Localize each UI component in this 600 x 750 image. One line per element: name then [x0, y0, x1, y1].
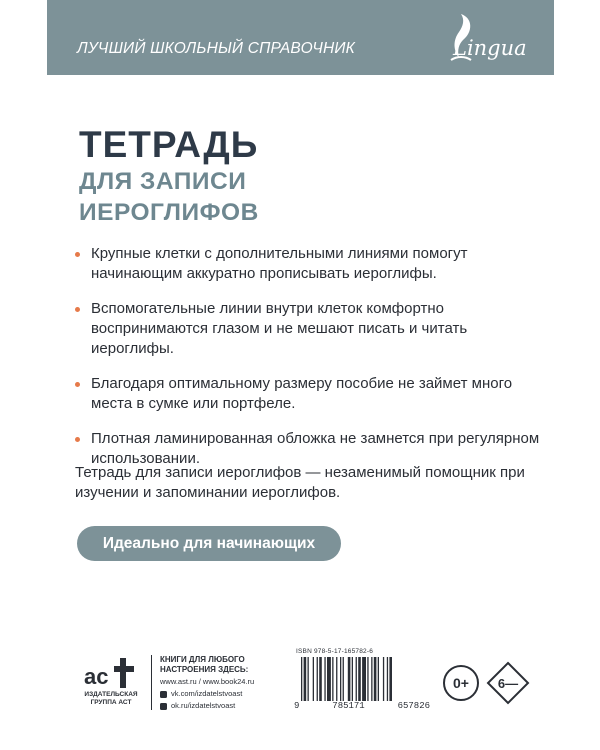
- barcode-bar: [383, 657, 384, 701]
- series-title: ЛУЧШИЙ ШКОЛЬНЫЙ СПРАВОЧНИК: [77, 40, 356, 57]
- age-rating-badge: 0+: [443, 665, 479, 701]
- barcode-bar: [313, 657, 314, 701]
- bullet-dot: [75, 382, 80, 387]
- bullet-dot: [75, 307, 80, 312]
- barcode-bar: [317, 657, 318, 701]
- barcode-bar: [387, 657, 388, 701]
- website-link[interactable]: www.ast.ru / www.book24.ru: [160, 677, 255, 686]
- barcode-bar: [348, 657, 351, 701]
- publisher-links: [160, 676, 300, 712]
- size-badge: 6—: [486, 661, 530, 705]
- barcode-bar: [308, 657, 309, 701]
- barcode-bar: [304, 657, 307, 701]
- barcode: [299, 657, 430, 701]
- svg-text:ас: ас: [84, 664, 109, 689]
- ok-icon: [160, 703, 167, 710]
- barcode-bar: [362, 657, 366, 701]
- barcode-bar: [324, 657, 325, 701]
- barcode-bar: [352, 657, 353, 701]
- summary-text: Тетрадь для записи иероглифов — незаменимый помощник при изучении и запоминании иероглифов.: [75, 464, 525, 501]
- barcode-digits: 9 785171 657826: [294, 701, 430, 711]
- barcode-bar: [301, 657, 302, 701]
- isbn-text: ISBN 978-5-17-165782-6: [296, 648, 374, 655]
- logo-wordmark: Lingua: [453, 36, 527, 60]
- list-item: Плотная ламинированная обложка не замнется при регулярном использовании.: [75, 429, 545, 469]
- barcode-bar: [327, 657, 331, 701]
- beginner-badge: Идеально для начинающих: [77, 526, 341, 561]
- barcode-bar: [343, 657, 344, 701]
- list-item: Крупные клетки с дополнительными линиями помогут начинающим аккуратно прописывать иероглифы.: [75, 244, 545, 284]
- barcode-bar: [367, 657, 368, 701]
- barcode-bar: [378, 657, 379, 701]
- page-subtitle-line2: ИЕРОГЛИФОВ: [79, 199, 259, 226]
- barcode-bar: [319, 657, 322, 701]
- barcode-bar: [358, 657, 361, 701]
- page-subtitle-line1: ДЛЯ ЗАПИСИ: [79, 168, 247, 195]
- feature-list: [75, 244, 545, 484]
- barcode-bar: [389, 657, 392, 701]
- publisher-name: ИЗДАТЕЛЬСКАЯ ГРУППА АСТ: [84, 691, 138, 706]
- barcode-bar: [356, 657, 357, 701]
- lingua-logo: [439, 10, 544, 70]
- divider: [151, 655, 152, 710]
- list-item: Благодаря оптимальному размеру пособие не займет много места в сумке или портфеле.: [75, 374, 545, 414]
- barcode-bar: [336, 657, 337, 701]
- vk-link[interactable]: vk.com/izdatelstvoast: [160, 688, 300, 700]
- books-heading: КНИГИ ДЛЯ ЛЮБОГО НАСТРОЕНИЯ ЗДЕСЬ:: [160, 655, 249, 674]
- barcode-bar: [374, 657, 377, 701]
- barcode-bar: [340, 657, 341, 701]
- ok-link[interactable]: ok.ru/izdatelstvoast: [160, 700, 300, 712]
- vk-icon: [160, 691, 167, 698]
- barcode-bar: [371, 657, 372, 701]
- bullet-dot: [75, 437, 80, 442]
- page-title: ТЕТРАДЬ: [79, 124, 259, 165]
- series-banner: [47, 0, 554, 75]
- barcode-bar: [332, 657, 333, 701]
- list-item: Вспомогательные линии внутри клеток комфортно воспринимаются глазом и не мешают писать и читать иероглифы.: [75, 299, 545, 359]
- bullet-dot: [75, 252, 80, 257]
